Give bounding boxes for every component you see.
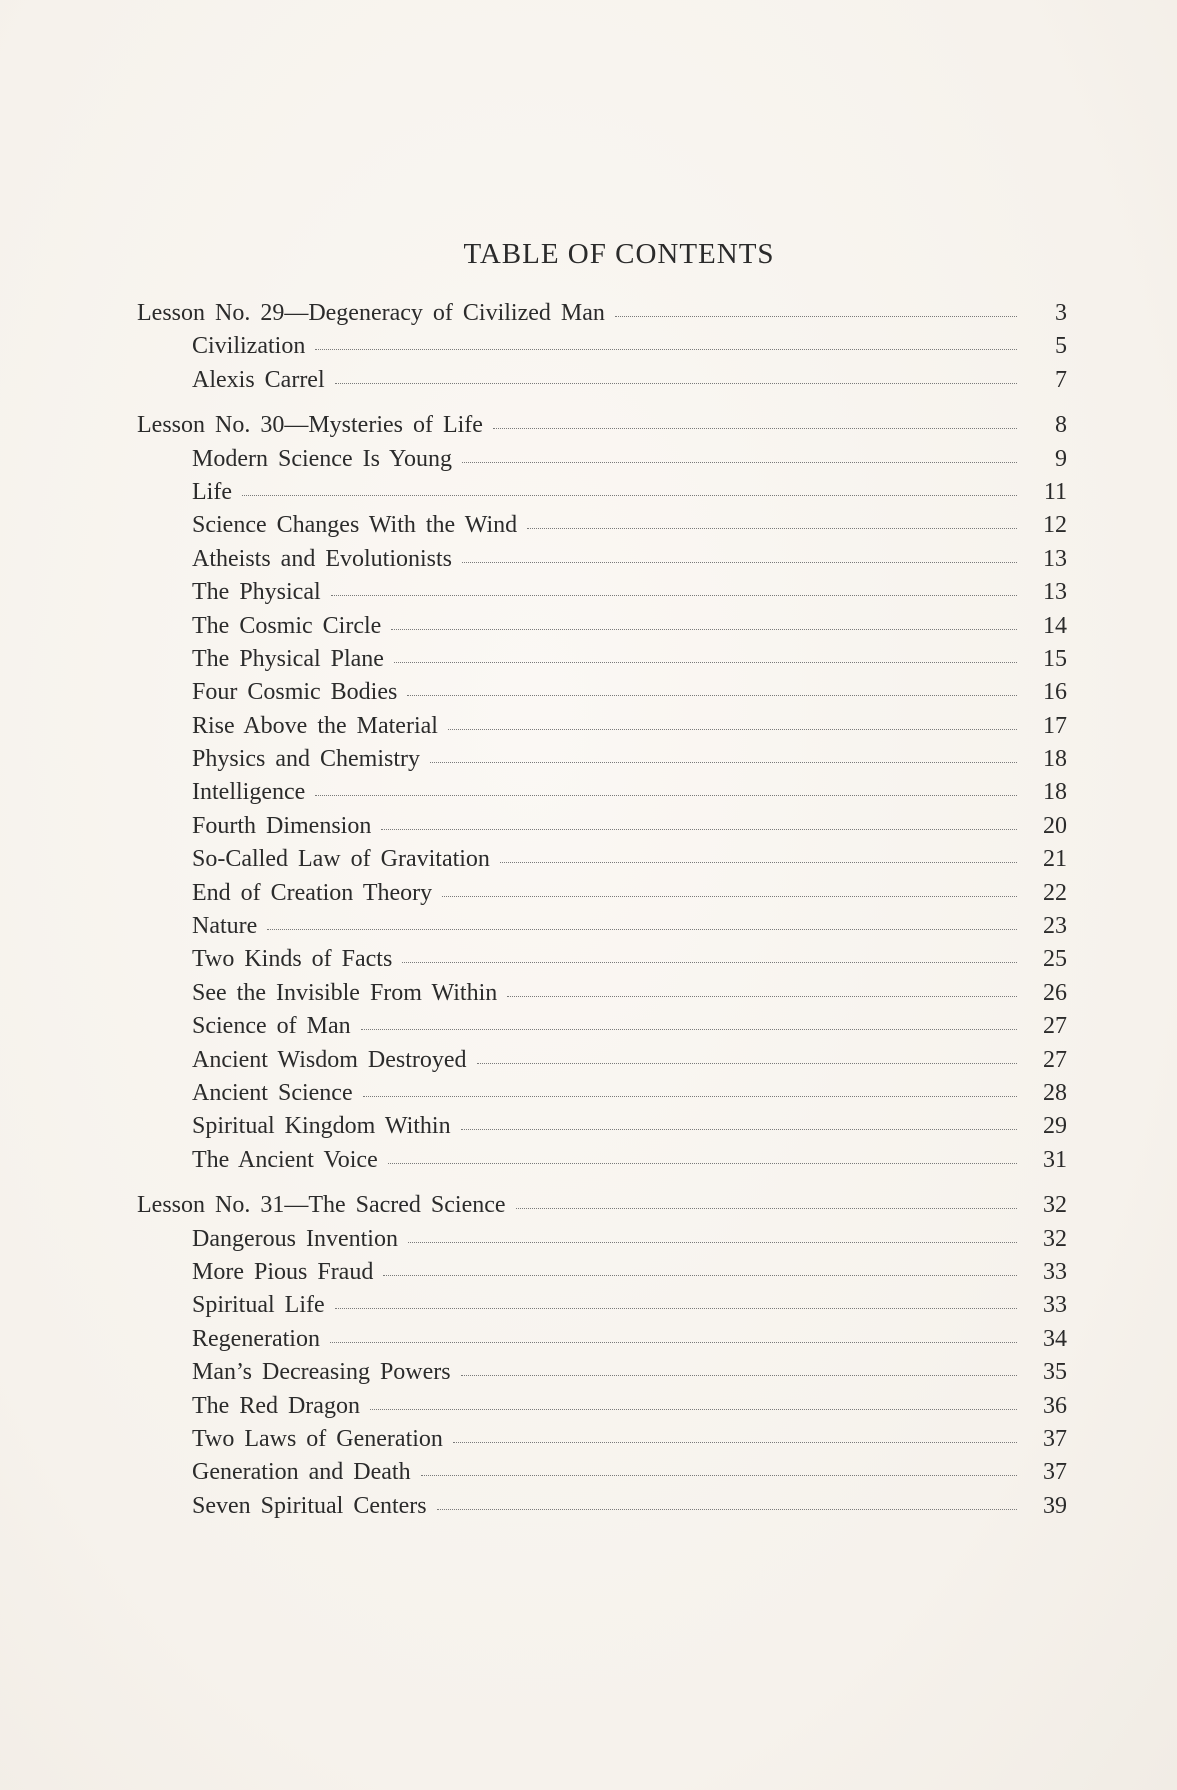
page-number: 26 — [1043, 979, 1067, 1006]
toc-entry-label: Spiritual Life — [192, 1292, 325, 1319]
toc-entry — [137, 1259, 1067, 1292]
page-number: 13 — [1043, 579, 1067, 606]
dot-leader — [407, 695, 1017, 696]
toc-entry-label: Nature — [192, 913, 258, 940]
dot-leader — [477, 1063, 1017, 1064]
page-number: 32 — [1043, 1192, 1067, 1219]
dot-leader — [437, 1509, 1017, 1510]
toc-entry-label: Science Changes With the Wind — [192, 512, 518, 539]
toc-entry-label: The Physical Plane — [192, 645, 384, 672]
page-number: 36 — [1043, 1392, 1067, 1419]
toc-entry — [137, 913, 1067, 946]
dot-leader — [242, 495, 1017, 496]
dot-leader — [315, 349, 1017, 350]
toc-entry — [137, 1359, 1067, 1392]
dot-leader — [462, 462, 1017, 463]
toc-entry-label: Ancient Wisdom Destroyed — [192, 1046, 467, 1073]
toc-entry — [137, 813, 1067, 846]
page-number: 27 — [1043, 1013, 1067, 1040]
page-number: 15 — [1043, 645, 1067, 672]
toc-entry — [137, 946, 1067, 979]
dot-leader — [493, 428, 1017, 429]
page-number: 22 — [1043, 879, 1067, 906]
toc-entry-label: Intelligence — [192, 779, 306, 806]
page-title: TABLE OF CONTENTS — [463, 238, 775, 270]
page-number: 32 — [1043, 1225, 1067, 1252]
dot-leader — [361, 1029, 1017, 1030]
toc-entry-label: Life — [192, 478, 232, 505]
page-number: 18 — [1043, 746, 1067, 773]
page-number: 21 — [1043, 846, 1067, 873]
toc-entry-label: Alexis Carrel — [192, 366, 325, 393]
toc-entry — [137, 512, 1067, 545]
dot-leader — [462, 562, 1017, 563]
toc-entry — [137, 1047, 1067, 1080]
dot-leader — [507, 996, 1017, 997]
toc-entry — [137, 880, 1067, 913]
toc-entry-label: Dangerous Invention — [192, 1225, 398, 1252]
toc-entry — [137, 367, 1067, 400]
page-number: 12 — [1043, 512, 1067, 539]
toc-entry-label: Ancient Science — [192, 1079, 353, 1106]
page-number: 35 — [1043, 1359, 1067, 1386]
toc-entry-label: The Red Dragon — [192, 1392, 360, 1419]
toc-entry-label: Civilization — [192, 333, 306, 360]
dot-leader — [408, 1242, 1017, 1243]
dot-leader — [453, 1442, 1017, 1443]
toc-entry — [137, 646, 1067, 679]
toc-entry — [137, 613, 1067, 646]
dot-leader — [527, 528, 1017, 529]
lesson-section — [137, 412, 1067, 1180]
toc-entry-label: Fourth Dimension — [192, 812, 372, 839]
dot-leader — [442, 896, 1017, 897]
page-number: 14 — [1043, 612, 1067, 639]
toc-entry — [137, 1226, 1067, 1259]
toc-entry-label: Man’s Decreasing Powers — [192, 1359, 451, 1386]
dot-leader — [500, 862, 1017, 863]
toc-entry — [137, 1113, 1067, 1146]
toc-entry — [137, 846, 1067, 879]
toc-entry — [137, 579, 1067, 612]
toc-entry — [137, 713, 1067, 746]
toc-entry-label: Modern Science Is Young — [192, 445, 452, 472]
toc-entry — [137, 1459, 1067, 1492]
page-number: 33 — [1043, 1258, 1067, 1285]
dot-leader — [461, 1375, 1017, 1376]
toc-entry-label: So-Called Law of Gravitation — [192, 846, 490, 873]
lesson-heading — [137, 300, 1067, 333]
page-number: 8 — [1055, 412, 1067, 439]
page-number: 11 — [1043, 478, 1067, 505]
page-number: 25 — [1043, 946, 1067, 973]
toc-entry — [137, 1013, 1067, 1046]
lesson-heading — [137, 1192, 1067, 1225]
dot-leader — [331, 595, 1017, 596]
page-number: 7 — [1055, 366, 1067, 393]
page-number: 34 — [1043, 1325, 1067, 1352]
toc-entry — [137, 1292, 1067, 1325]
dot-leader — [421, 1475, 1017, 1476]
lesson-heading-label: Lesson No. 29—Degeneracy of Civilized Man — [137, 300, 605, 326]
toc-entry-label: More Pious Fraud — [192, 1258, 374, 1285]
toc-entry — [137, 446, 1067, 479]
toc-entry-label: The Ancient Voice — [192, 1146, 378, 1173]
toc-entry-label: Regeneration — [192, 1325, 320, 1352]
toc-entry — [137, 1326, 1067, 1359]
page-number: 29 — [1043, 1113, 1067, 1140]
toc-entry — [137, 1393, 1067, 1426]
lesson-heading — [137, 412, 1067, 445]
toc-entry-label: Science of Man — [192, 1013, 351, 1040]
toc-entry-label: Seven Spiritual Centers — [192, 1492, 427, 1519]
page-number: 31 — [1043, 1146, 1067, 1173]
toc-entry — [137, 333, 1067, 366]
dot-leader — [391, 629, 1017, 630]
toc-entry-label: Rise Above the Material — [192, 712, 438, 739]
lesson-section — [137, 1192, 1067, 1526]
toc-entry-label: The Cosmic Circle — [192, 612, 382, 639]
toc-entry-label: Physics and Chemistry — [192, 746, 420, 773]
page-number: 20 — [1043, 812, 1067, 839]
toc-entry-label: Two Laws of Generation — [192, 1425, 443, 1452]
toc-entry — [137, 479, 1067, 512]
page-number: 27 — [1043, 1046, 1067, 1073]
dot-leader — [370, 1409, 1017, 1410]
table-of-contents — [137, 300, 1067, 1538]
toc-entry — [137, 1080, 1067, 1113]
dot-leader — [330, 1342, 1017, 1343]
dot-leader — [516, 1208, 1017, 1209]
page-number: 17 — [1043, 712, 1067, 739]
dot-leader — [335, 383, 1017, 384]
page-number: 39 — [1043, 1492, 1067, 1519]
lesson-heading-label: Lesson No. 31—The Sacred Science — [137, 1192, 506, 1219]
dot-leader — [383, 1275, 1017, 1276]
dot-leader — [615, 316, 1017, 317]
toc-entry-label: Four Cosmic Bodies — [192, 679, 398, 706]
page-number: 28 — [1043, 1079, 1067, 1106]
dot-leader — [267, 929, 1017, 930]
page-number: 23 — [1043, 913, 1067, 940]
toc-entry-label: Generation and Death — [192, 1459, 411, 1486]
toc-entry-label: Two Kinds of Facts — [192, 946, 393, 973]
dot-leader — [394, 662, 1017, 663]
page-number: 37 — [1043, 1459, 1067, 1486]
page-number: 3 — [1055, 300, 1067, 326]
toc-entry — [137, 679, 1067, 712]
toc-entry — [137, 779, 1067, 812]
toc-entry — [137, 980, 1067, 1013]
toc-entry-label: The Physical — [192, 579, 321, 606]
lesson-section — [137, 300, 1067, 400]
lesson-heading-label: Lesson No. 30—Mysteries of Life — [137, 412, 483, 439]
dot-leader — [430, 762, 1017, 763]
toc-entry — [137, 546, 1067, 579]
page-number: 16 — [1043, 679, 1067, 706]
toc-entry — [137, 746, 1067, 779]
toc-entry — [137, 1493, 1067, 1526]
dot-leader — [335, 1308, 1017, 1309]
toc-entry — [137, 1147, 1067, 1180]
dot-leader — [315, 795, 1017, 796]
page-number: 33 — [1043, 1292, 1067, 1319]
dot-leader — [461, 1129, 1017, 1130]
dot-leader — [388, 1163, 1017, 1164]
page-number: 37 — [1043, 1425, 1067, 1452]
page-number: 18 — [1043, 779, 1067, 806]
toc-entry — [137, 1426, 1067, 1459]
page-number: 9 — [1055, 445, 1067, 472]
toc-entry-label: See the Invisible From Within — [192, 979, 498, 1006]
toc-entry-label: End of Creation Theory — [192, 879, 433, 906]
dot-leader — [448, 729, 1017, 730]
dot-leader — [381, 829, 1017, 830]
dot-leader — [402, 962, 1017, 963]
dot-leader — [363, 1096, 1017, 1097]
toc-entry-label: Spiritual Kingdom Within — [192, 1113, 451, 1140]
toc-entry-label: Atheists and Evolutionists — [192, 545, 452, 572]
page-number: 5 — [1055, 333, 1067, 360]
page-number: 13 — [1043, 545, 1067, 572]
